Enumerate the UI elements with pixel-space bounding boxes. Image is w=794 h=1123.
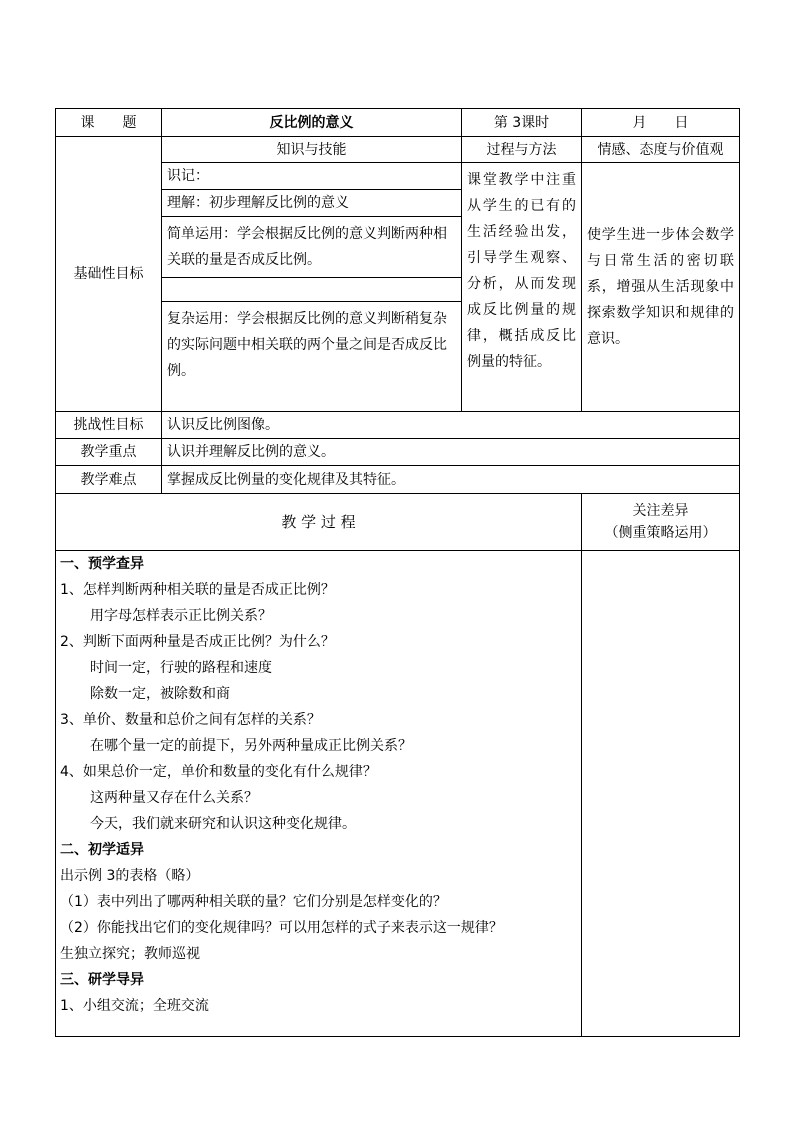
lesson-topic: 反比例的意义 <box>162 109 462 137</box>
emotion-values-header: 情感、态度与价值观 <box>582 137 740 163</box>
process-line: 1、怎样判断两种相关联的量是否成正比例？ <box>60 582 335 598</box>
process-line: 2、判断下面两种量是否成正比例？为什么？ <box>60 634 335 650</box>
process-line: 3、单价、数量和总价之间有怎样的关系？ <box>60 712 321 728</box>
process-line: 4、如果总价一定，单价和数量的变化有什么规律？ <box>60 764 377 780</box>
strategy-subtitle: （侧重策略运用） <box>604 525 717 541</box>
key-point-row <box>56 439 740 466</box>
knowledge-skills-header: 知识与技能 <box>162 137 462 163</box>
section-heading: 二、初学适异 <box>60 842 144 858</box>
process-line: 用字母怎样表示正比例关系？ <box>90 608 272 624</box>
teaching-process-title: 教 学 过 程 <box>56 494 582 551</box>
goal-columns-row <box>56 137 740 163</box>
differences-column <box>582 551 740 1037</box>
simple-apply-goal: 简单运用：学会根据反比例的意义判断两种相关联的量是否成反比例。 <box>162 217 462 278</box>
lesson-plan-table <box>55 108 740 1037</box>
topic-label: 课 题 <box>56 109 162 137</box>
lesson-number: 第 3课时 <box>462 109 582 137</box>
process-body-row <box>56 551 740 1037</box>
process-line: （2）你能找出它们的变化规律吗？可以用怎样的式子来表示这一规律？ <box>60 920 503 936</box>
difficulty-text: 掌握成反比例量的变化规律及其特征。 <box>162 466 740 494</box>
challenge-text: 认识反比例图像。 <box>162 412 740 439</box>
differences-title: 关注差异 <box>632 503 689 519</box>
header-row <box>56 109 740 137</box>
difficulty-row <box>56 466 740 494</box>
section-heading: 三、研学导异 <box>60 972 144 988</box>
process-line: 这两种量又存在什么关系？ <box>90 790 258 806</box>
process-line: 今天，我们就来研究和认识这种变化规律。 <box>90 816 356 832</box>
emotion-values-text: 使学生进一步体会数学与日常生活的密切联系，增强从生活现象中探索数学知识和规律的意识。 <box>582 163 740 412</box>
process-line: 除数一定，被除数和商 <box>90 686 230 702</box>
process-line: 出示例 3的表格（略） <box>60 868 200 884</box>
key-point-text: 认识并理解反比例的意义。 <box>162 439 740 466</box>
blank-goal-cell <box>162 278 462 302</box>
key-point-label: 教学重点 <box>56 439 162 466</box>
memorize-goal: 识记： <box>162 163 462 190</box>
differences-header <box>582 494 740 551</box>
process-line: 在哪个量一定的前提下，另外两种量成正比例关系？ <box>90 738 412 754</box>
process-line: （1）表中列出了哪两种相关联的量？它们分别是怎样变化的？ <box>60 894 447 910</box>
difficulty-label: 教学难点 <box>56 466 162 494</box>
understand-goal: 理解：初步理解反比例的意义 <box>162 190 462 217</box>
challenge-row <box>56 412 740 439</box>
process-line: 1、小组交流；全班交流 <box>60 998 209 1014</box>
process-method-header: 过程与方法 <box>462 137 582 163</box>
process-header-row <box>56 494 740 551</box>
process-line: 生独立探究；教师巡视 <box>60 946 200 962</box>
process-line: 时间一定，行驶的路程和速度 <box>90 660 272 676</box>
process-method-text: 课堂教学中注重从学生的已有的生活经验出发，引导学生观察、分析，从而发现成反比例量的规律，概括成反比例量的特征。 <box>462 163 582 412</box>
lesson-date: 月 日 <box>582 109 740 137</box>
basic-goals-label: 基础性目标 <box>56 137 162 412</box>
teaching-process-content <box>56 551 582 1037</box>
challenge-label: 挑战性目标 <box>56 412 162 439</box>
complex-apply-goal: 复杂运用：学会根据反比例的意义判断稍复杂的实际问题中相关联的两个量之间是否成反比例。 <box>162 302 462 412</box>
section-heading: 一、预学查异 <box>60 556 144 572</box>
